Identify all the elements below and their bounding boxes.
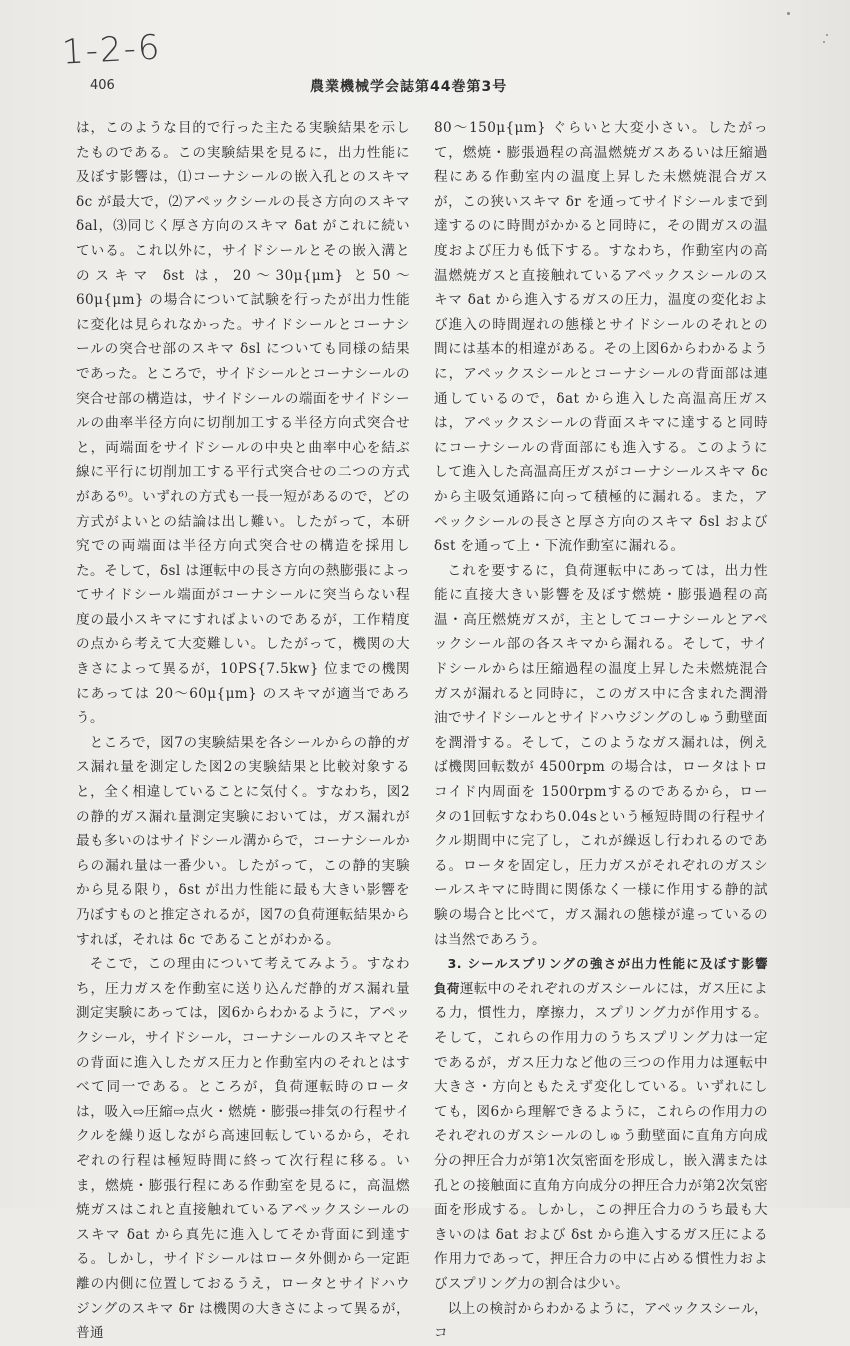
paragraph: は，このような目的で行った主たる実験結果を示したものである。この実験結果を見るに，出力性能に及ぼす影響は，⑴コーナシールの嵌入孔とのスキマ δc が最大で，⑵アペックシールの長さ方向のスキマ δal，⑶同じく厚さ方向のスキマ δat がこれに続いている。これ以外に，サイドシールとその嵌入溝とのスキマ δst は，20～30μ{μm} と50～60μ{μm} の場合について試験を行ったが出力性能に変化は見られなかった。サイドシールとコーナシールの突合せ部のスキマ δsl についても同様の結果であった。ところで，サイドシールとコーナシールの突合せ部の構造は，サイドシールの端面をサイドシールの曲率半径方向に切削加工する半径方向式突合せと，両端面をサイドシールの中央と曲率中心を結ぶ線に平行に切削加工する平行式突合せの二つの方式がある⁶⁾。いずれの方式も一長一短があるので，どの方式がよいとの結論は出し難い。したがって，本研究での両端面は半径方向式突合せの構造を採用した。そして，δsl は運転中の長さ方向の熱膨張によってサイドシール端面がコーナシールに突当らない程度の最小スキマにすればよいのであるが，工作精度の点から考えて大変難しい。したがって，機関の大きさによって異るが，10PS{7.5kw} 位までの機関にあっては 20～60μ{μm} のスキマが適当であろう。 <box>76 120 410 727</box>
dust-speck <box>823 41 825 43</box>
dust-speck <box>787 12 790 15</box>
paragraph: 80～150μ{μm} ぐらいと大変小さい。したがって，燃焼・膨張過程の高温燃焼ガスあるいは圧縮過程にある作動室内の温度上昇した未燃焼混合ガスが，この狭いスキマ δr を通ってサイドシールまで到達するのに時間がかかると同時に，その間ガスの温度および圧力も低下する。すなわち，作動室内の高温燃焼ガスと直接触れているアペックスシールのスキマ δat から進入するガスの圧力，温度の変化および進入の時間遅れの態様とサイドシールのそれとの間には基本的相違がある。その上図6からわかるように，アペックスシールとコーナシールの背面部は連通しているので，δat から進入した高温高圧ガスは，アペックスシールの背面スキマに達すると同時にコーナシールの背面部にも進入する。このようにして進入した高温高圧ガスがコーナシールスキマ δc から主吸気通路に向って積極的に漏れる。また，アペックシールの長さと厚さ方向のスキマ δsl および δst を通って上・下流作動室に漏れる。 <box>434 120 768 555</box>
right-column <box>434 116 781 1346</box>
journal-running-head: 農業機械学会誌第44巻第3号 <box>310 79 508 95</box>
dust-speck <box>826 34 828 36</box>
paragraph: これを要するに，負荷運転中にあっては，出力性能に直接大きい影響を及ぼす燃焼・膨張過程の高温・高圧燃焼ガスが，主としてコーナシールとアペックシール部の各スキマから漏れる。そして，サイドシールからは圧縮過程の温度上昇した未燃焼混合ガスが漏れると同時に，このガス中に含まれた潤滑油でサイドシールとサイドハウジングのしゅう動壁面を潤滑する。そして，このようなガス漏れは，例えば機関回転数が 4500rpm の場合は，ロータはトロコイド内周面を 1500rpmするのであるから，ロータの1回転すなわち0.04sという極短時間の行程サイクル期間中に完了し，これが繰返し行われるのである。ロータを固定し，圧力ガスがそれぞれのガスシールスキマに時間に関係なく一様に作用する静的試験の場合と比べて，ガス漏れの態様が違っているのは当然であろう。 <box>434 562 768 948</box>
page-number: 406 <box>90 78 115 93</box>
paragraph: 以上の検討からわかるように，アペックスシール，コ <box>434 1300 768 1342</box>
handwritten-note: 1-2-6 <box>61 27 163 73</box>
paragraph: そこで，この理由について考えてみよう。すなわち，圧力ガスを作動室に送り込んだ静的ガス漏れ量測定実験にあっては，図6からわかるように，アペックシール，サイドシール，コーナシールのスキマとその背面に進入したガス圧力と作動室内のそれとはすべて同一である。ところが，負荷運転時のロータは，吸入⇨圧縮⇨点火・燃焼・膨張⇨排気の行程サイクルを繰り返しながら高速回転しているから，それぞれの行程は極短時間に終って次行程に移る。いま，燃焼・膨張行程にある作動室を見るに，高温燃焼ガスはこれと直接触れているアペックスシールのスキマ δat から真先に進入してそか背面に到達する。しかし，サイドシールはロータ外側から一定距離の内側に位置しておるうえ，ロータとサイドハウジングのスキマ δr は機関の大きさによって異るが，普通 <box>76 956 410 1342</box>
section-heading: 3. シールスプリングの強さが出力性能に及ぼす影響 負荷 <box>434 956 781 996</box>
left-column <box>76 116 410 1346</box>
section-paragraph <box>434 952 781 1296</box>
section-body: 運転中のそれぞれのガスシールには，ガス圧による力，慣性力，摩擦力，スプリング力が作用する。そして，これらの作用力のうちスプリング力は一定であるが，ガス圧力など他の三つの作用力は運転中大きさ・方向ともたえず変化している。いずれにしても，図6から理解できるように，これらの作用力のそれぞれのガスシールのしゅう動壁面に直角方向成分の押圧合力が第1次気密面を形成し，嵌入溝または孔との接触面に直角方向成分の押圧合力が第2次気密面を形成する。しかし，この押圧合力のうち最も大きいのは δat および δst から進入するガス圧による作用力であって，押圧合力の中に占める慣性力およびスプリング力の割合は少い。 <box>434 980 768 1292</box>
paragraph: ところで，図7の実験結果を各シールからの静的ガス漏れ量を測定した図2の実験結果と比較対象すると，全く相違していることに気付く。すなわち，図2の静的ガス漏れ量測定実験においては，ガス漏れが最も多いのはサイドシール溝からで，コーナシールからの漏れ量は一番少い。したがって，この静的実験から見る限り，δst が出力性能に最も大きい影響を乃ぼすものと推定されるが，図7の負荷運転結果からすれば，それは δc であることがわかる。 <box>76 734 410 948</box>
